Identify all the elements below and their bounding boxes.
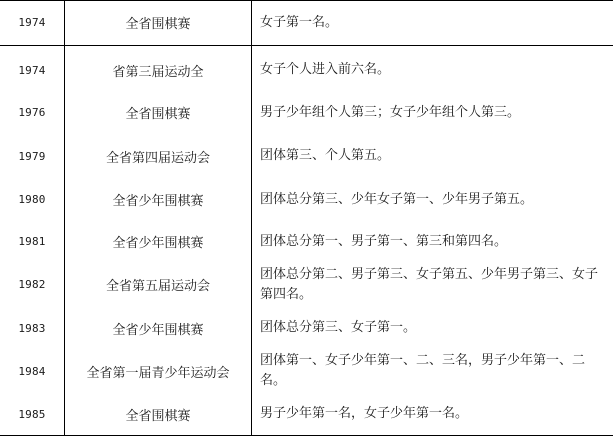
event-cell: 全省围棋赛 (125, 17, 191, 32)
table-row (0, 0, 613, 45)
year-cell: 1974 (18, 16, 46, 29)
table-header-rule (0, 45, 613, 46)
result-cell: 女子个人进入前六名。 (260, 62, 391, 77)
table-row (0, 262, 613, 307)
event-cell: 全省少年围棋赛 (112, 322, 204, 338)
year-cell: 1979 (18, 149, 46, 163)
event-cell: 全省第五届运动会 (105, 279, 210, 294)
table-bottom-border (0, 435, 613, 436)
table-row (0, 178, 613, 221)
result-cell: 团体总分第三、女子第一。 (260, 320, 417, 335)
result-cell: 团体总分第二、男子第三、女子第五、少年男子第三、女子第四名。 (260, 266, 599, 302)
event-cell: 全省少年围棋赛 (112, 236, 204, 251)
result-cell: 团体第三、个人第五。 (260, 148, 391, 163)
table-row (0, 134, 613, 178)
year-cell: 1981 (18, 235, 46, 248)
event-cell: 省第三届运动全 (112, 64, 204, 80)
result-cell: 团体第一、女子少年第一、二、三名，男子少年第一、二名。 (260, 353, 586, 388)
table-row (0, 307, 613, 349)
year-cell: 1983 (18, 321, 46, 335)
result-cell: 团体总分第一、男子第一、第三和第四名。 (260, 233, 508, 249)
event-cell: 全省围棋赛 (125, 107, 191, 122)
table-row (0, 393, 613, 435)
table-row (0, 91, 613, 134)
result-cell: 团体总分第三、少年女子第一、少年男子第五。 (260, 191, 534, 207)
table-row (0, 49, 613, 91)
result-cell: 男子少年组个人第三；女子少年组个人第三。 (260, 104, 521, 120)
result-cell: 女子第一名。 (260, 14, 339, 30)
table-row (0, 221, 613, 262)
table-row (0, 349, 613, 393)
year-cell: 1985 (18, 407, 46, 421)
event-cell: 全省第四届运动会 (105, 150, 210, 166)
result-cell: 男子少年第一名，女子少年第一名。 (260, 406, 469, 421)
year-cell: 1980 (18, 193, 46, 206)
year-cell: 1982 (18, 278, 46, 291)
year-cell: 1984 (18, 364, 46, 378)
event-cell: 全省第一届青少年运动会 (86, 365, 230, 381)
year-cell: 1974 (18, 63, 46, 77)
year-cell: 1976 (18, 106, 46, 119)
event-cell: 全省少年围棋赛 (112, 194, 204, 209)
event-cell: 全省围棋赛 (125, 408, 191, 424)
